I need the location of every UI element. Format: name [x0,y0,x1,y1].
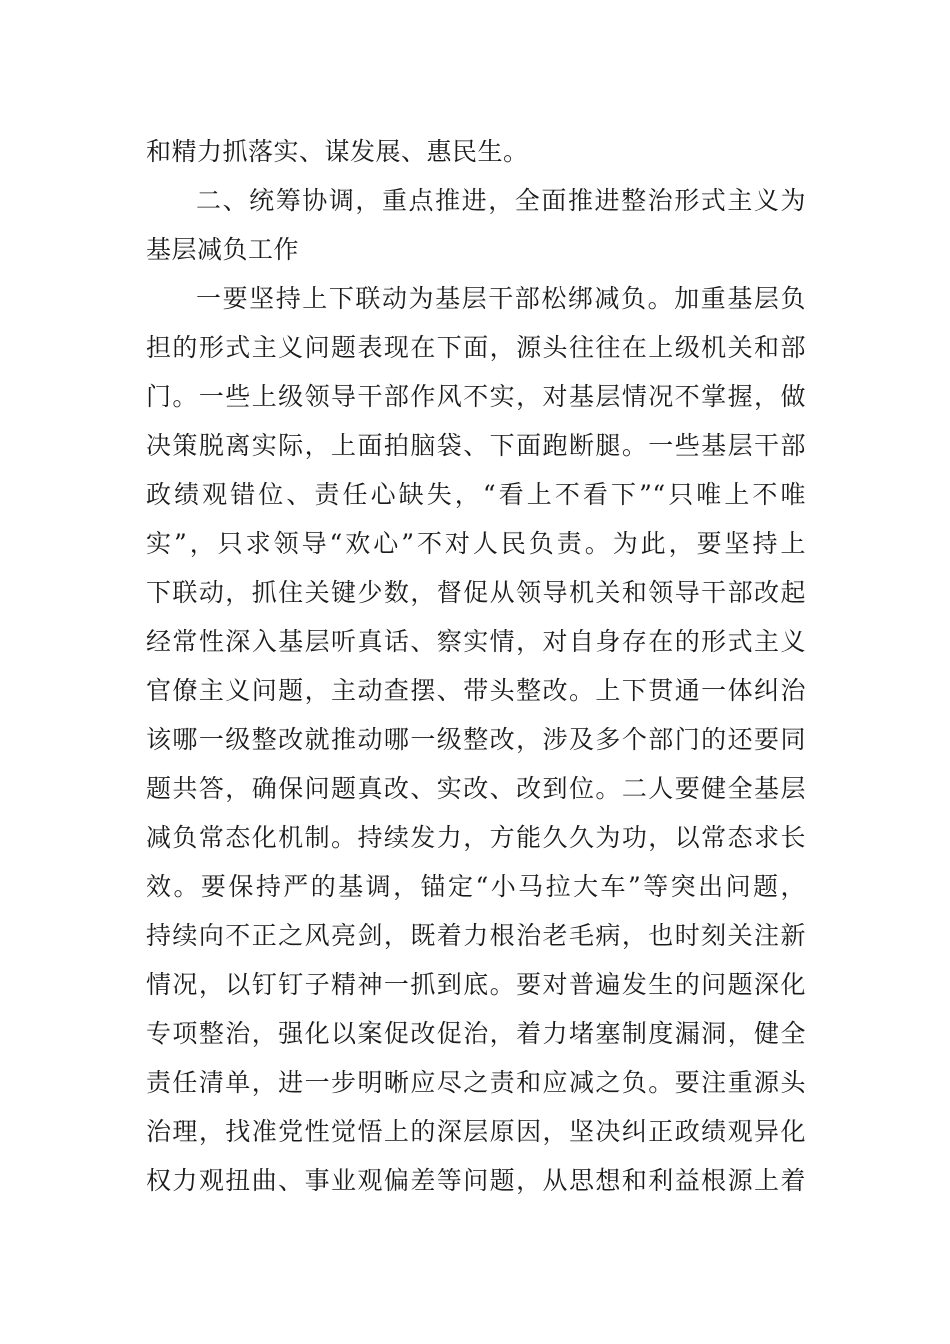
text-line: 情况，以钉钉子精神一抓到底。要对普遍发生的问题深化 [146,970,806,999]
text-line: 决策脱离实际，上面拍脑袋、下面跑断腿。一些基层干部 [146,431,806,460]
text-line: 专项整治，强化以案促改促治，着力堵塞制度漏洞，健全 [146,1019,806,1048]
text-line: 权力观扭曲、事业观偏差等问题，从思想和利益根源上着 [146,1166,806,1195]
text-line: 治理，找准党性觉悟上的深层原因，坚决纠正政绩观异化 [146,1117,806,1146]
text-line: 政绩观错位、责任心缺失，“看上不看下”“只唯上不唯 [146,480,806,509]
text-line: 官僚主义问题，主动查摆、带头整改。上下贯通一体纠治 [146,676,806,705]
text-line: 和精力抓落实、谋发展、惠民生。 [146,137,529,166]
text-line: 一要坚持上下联动为基层干部松绑减负。加重基层负 [196,284,806,313]
text-line: 经常性深入基层听真话、察实情，对自身存在的形式主义 [146,627,806,656]
text-line: 门。一些上级领导干部作风不实，对基层情况不掌握，做 [146,382,806,411]
text-line: 持续向不正之风亮剑，既着力根治老毛病，也时刻关注新 [146,921,806,950]
text-line: 担的形式主义问题表现在下面，源头往往在上级机关和部 [146,333,806,362]
text-line: 下联动，抓住关键少数，督促从领导机关和领导干部改起 [146,578,806,607]
text-line: 实”，只求领导“欢心”不对人民负责。为此，要坚持上 [146,529,806,558]
text-line: 题共答，确保问题真改、实改、改到位。二人要健全基层 [146,774,806,803]
text-line: 效。要保持严的基调，锚定“小马拉大车”等突出问题， [146,872,806,901]
section-heading-line: 二、统筹协调，重点推进，全面推进整治形式主义为 [196,186,806,215]
text-line: 减负常态化机制。持续发力，方能久久为功，以常态求长 [146,823,806,852]
section-heading-line: 基层减负工作 [146,235,300,264]
text-line: 该哪一级整改就推动哪一级整改，涉及多个部门的还要同 [146,725,806,754]
text-line: 责任清单，进一步明晰应尽之责和应减之负。要注重源头 [146,1068,806,1097]
